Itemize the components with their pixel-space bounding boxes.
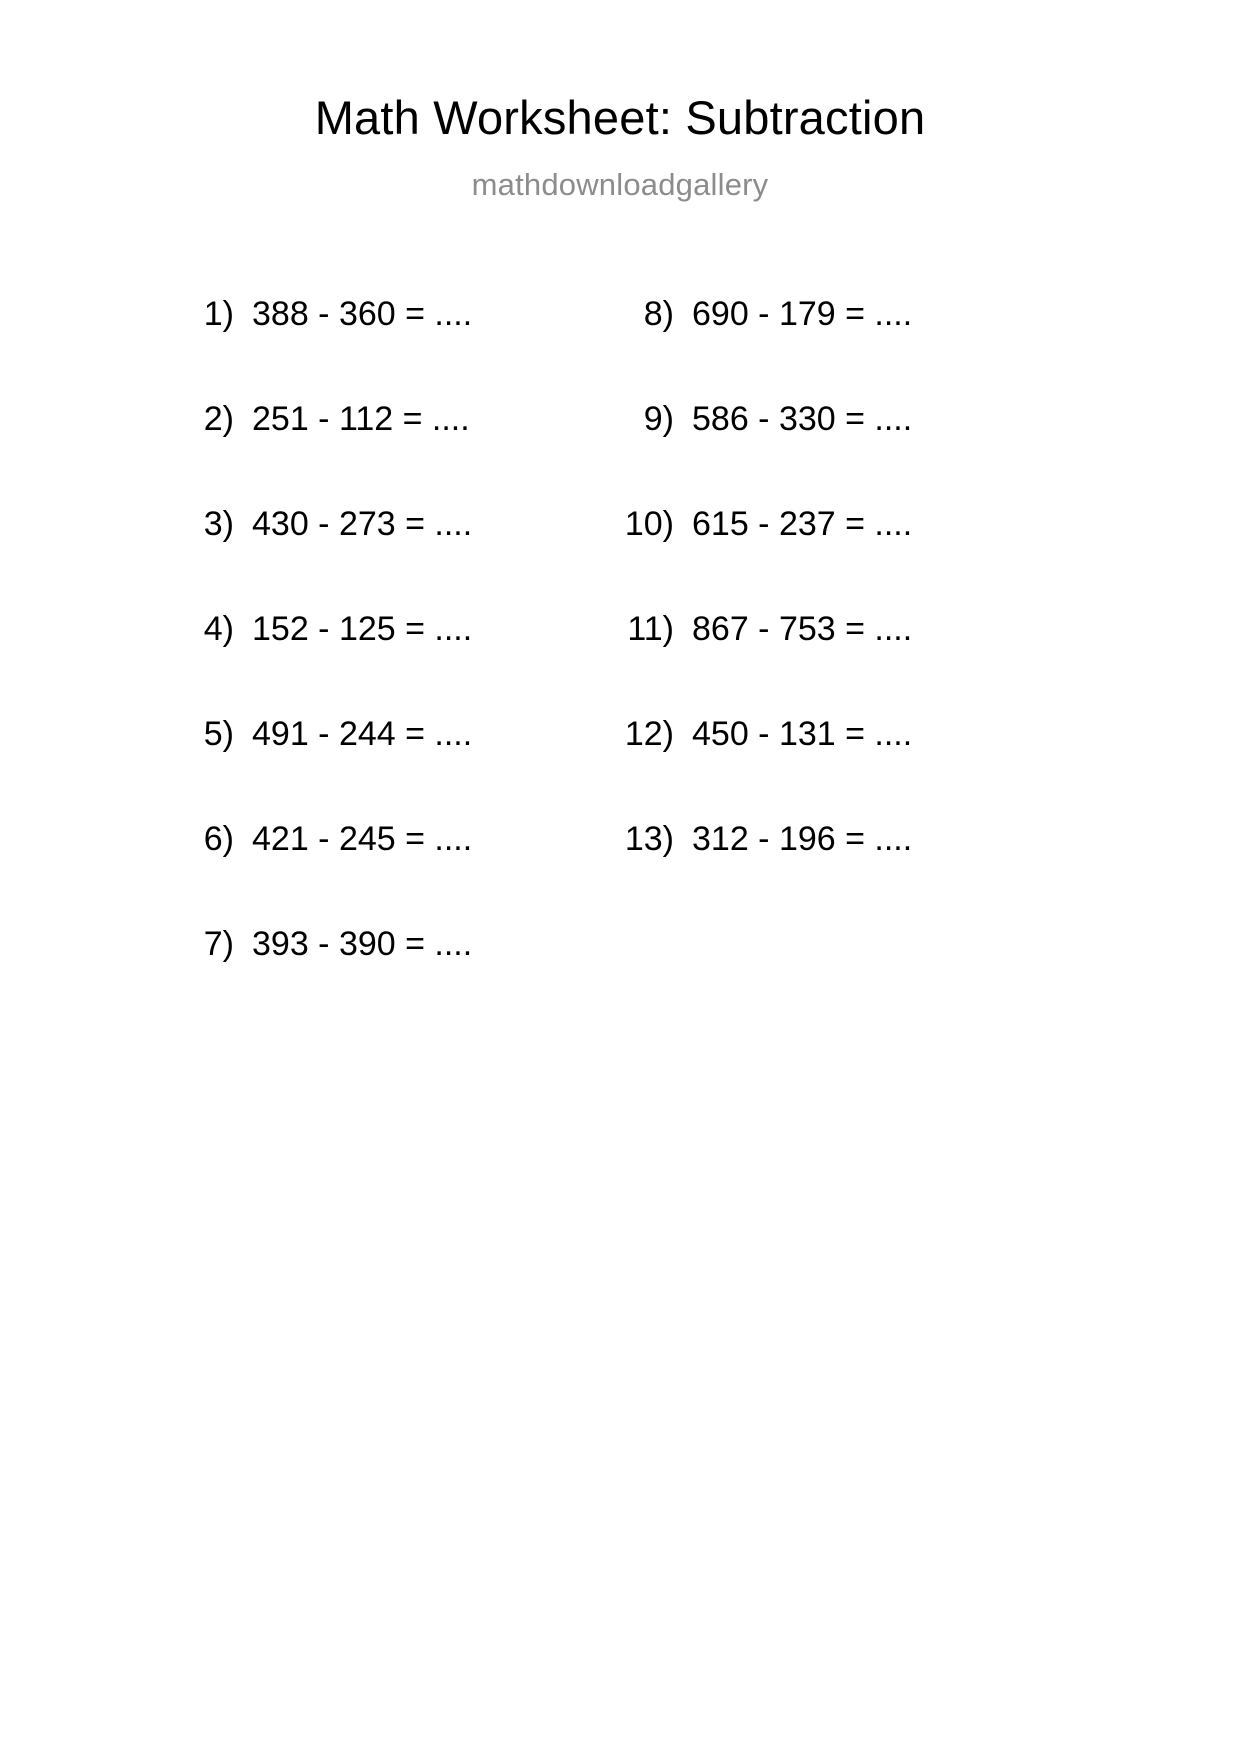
problem-number: 13)	[624, 820, 674, 858]
problem-number: 4)	[203, 610, 234, 648]
problem-item	[616, 400, 1056, 505]
problem-number: 5)	[203, 715, 234, 753]
problem-expression: 388 - 360 = ....	[252, 295, 473, 333]
problem-expression: 421 - 245 = ....	[252, 820, 473, 858]
problem-expression: 152 - 125 = ....	[252, 610, 473, 648]
problem-item	[616, 820, 1056, 925]
problem-number: 6)	[203, 820, 234, 858]
problem-expression: 867 - 753 = ....	[692, 610, 913, 648]
problem-number: 3)	[203, 505, 234, 543]
problem-expression: 251 - 112 = ....	[252, 400, 470, 438]
problem-column-left	[176, 295, 616, 1030]
problem-number: 1)	[203, 295, 234, 333]
problem-item	[616, 295, 1056, 400]
problem-number: 2)	[203, 400, 234, 438]
problem-item	[176, 610, 616, 715]
problem-expression: 430 - 273 = ....	[252, 505, 473, 543]
page-title: Math Worksheet: Subtraction	[314, 91, 926, 144]
problem-item	[616, 505, 1056, 610]
problem-expression: 586 - 330 = ....	[692, 400, 913, 438]
problem-column-right	[616, 295, 1056, 925]
problem-item	[176, 925, 616, 1030]
problem-item	[176, 400, 616, 505]
problem-number: 7)	[203, 925, 234, 963]
problem-item	[176, 505, 616, 610]
problem-expression: 615 - 237 = ....	[692, 505, 913, 543]
problem-expression: 450 - 131 = ....	[692, 715, 913, 753]
problem-item	[176, 715, 616, 820]
problem-item	[616, 715, 1056, 820]
problem-list	[0, 295, 1240, 1030]
problem-expression: 393 - 390 = ....	[252, 925, 473, 963]
page-subtitle: mathdownloadgallery	[471, 167, 769, 202]
problem-expression: 312 - 196 = ....	[692, 820, 913, 858]
problem-expression: 690 - 179 = ....	[692, 295, 913, 333]
problem-number: 11)	[627, 610, 674, 648]
problem-item	[176, 820, 616, 925]
problem-number: 8)	[643, 295, 674, 333]
problem-number: 10)	[624, 505, 674, 543]
problem-item	[176, 295, 616, 400]
problem-item	[616, 610, 1056, 715]
problem-number: 9)	[643, 400, 674, 438]
problem-expression: 491 - 244 = ....	[252, 715, 473, 753]
problem-number: 12)	[624, 715, 674, 753]
